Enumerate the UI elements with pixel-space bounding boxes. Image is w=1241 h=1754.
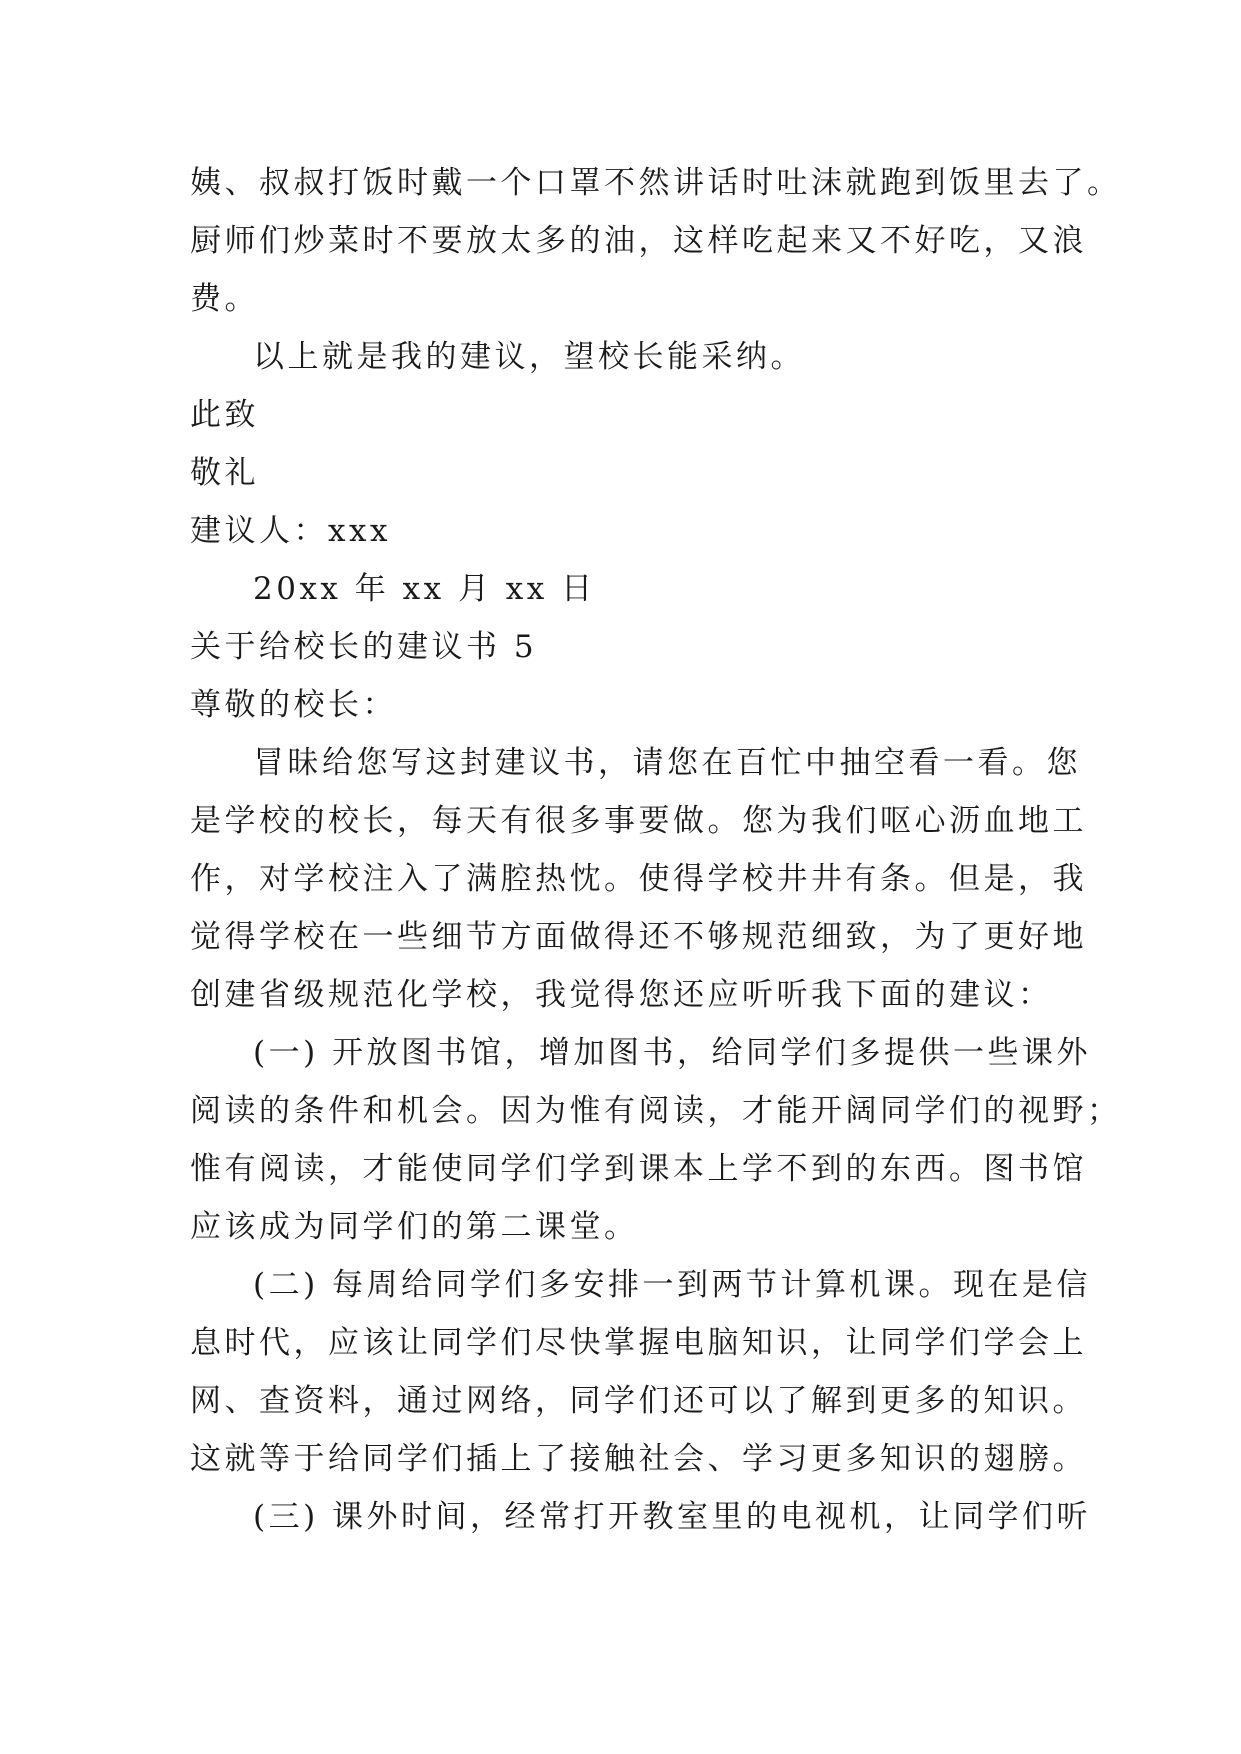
date-line: 20xx 年 xx 月 xx 日 [253,571,596,607]
salutation-jingli: 敬礼 [190,455,259,491]
body-text-line: (三) 课外时间，经常打开教室里的电视机，让同学们听 [253,1499,1092,1535]
greeting-line: 尊敬的校长： [190,687,397,723]
body-text-line: 冒昧给您写这封建议书，请您在百忙中抽空看一看。您 [253,745,1081,781]
signature-line: 建议人：xxx [190,513,391,549]
closing-paragraph: 以上就是我的建议，望校长能采纳。 [253,339,805,375]
body-text-line: 阅读的条件和机会。因为惟有阅读，才能开阔同学们的视野； [190,1093,1122,1129]
body-text-line: 费。 [190,281,259,317]
body-text-line: 是学校的校长，每天有很多事要做。您为我们呕心沥血地工 [190,803,1087,839]
body-text-line: (一) 开放图书馆，增加图书，给同学们多提供一些课外 [253,1035,1092,1071]
body-text-line: 惟有阅读，才能使同学们学到课本上学不到的东西。图书馆 [190,1151,1087,1187]
body-text-line: 姨、叔叔打饭时戴一个口罩不然讲话时吐沫就跑到饭里去了。 [190,165,1122,201]
body-text-line: 厨师们炒菜时不要放太多的油，这样吃起来又不好吃，又浪 [190,223,1087,259]
body-text-line: (二) 每周给同学们多安排一到两节计算机课。现在是信 [253,1267,1092,1303]
body-text-line: 应该成为同学们的第二课堂。 [190,1209,639,1245]
body-text-line: 息时代，应该让同学们尽快掌握电脑知识，让同学们学会上 [190,1325,1087,1361]
body-text-line: 觉得学校在一些细节方面做得还不够规范细致，为了更好地 [190,919,1087,955]
body-text-line: 作，对学校注入了满腔热忱。使得学校井井有条。但是，我 [190,861,1087,897]
salutation-cizhi: 此致 [190,397,259,433]
body-text-line: 创建省级规范化学校，我觉得您还应听听我下面的建议： [190,977,1053,1013]
body-text-line: 网、查资料，通过网络，同学们还可以了解到更多的知识。 [190,1383,1087,1419]
body-text-line: 这就等于给同学们插上了接触社会、学习更多知识的翅膀。 [190,1441,1087,1477]
section-heading: 关于给校长的建议书 5 [190,629,538,665]
